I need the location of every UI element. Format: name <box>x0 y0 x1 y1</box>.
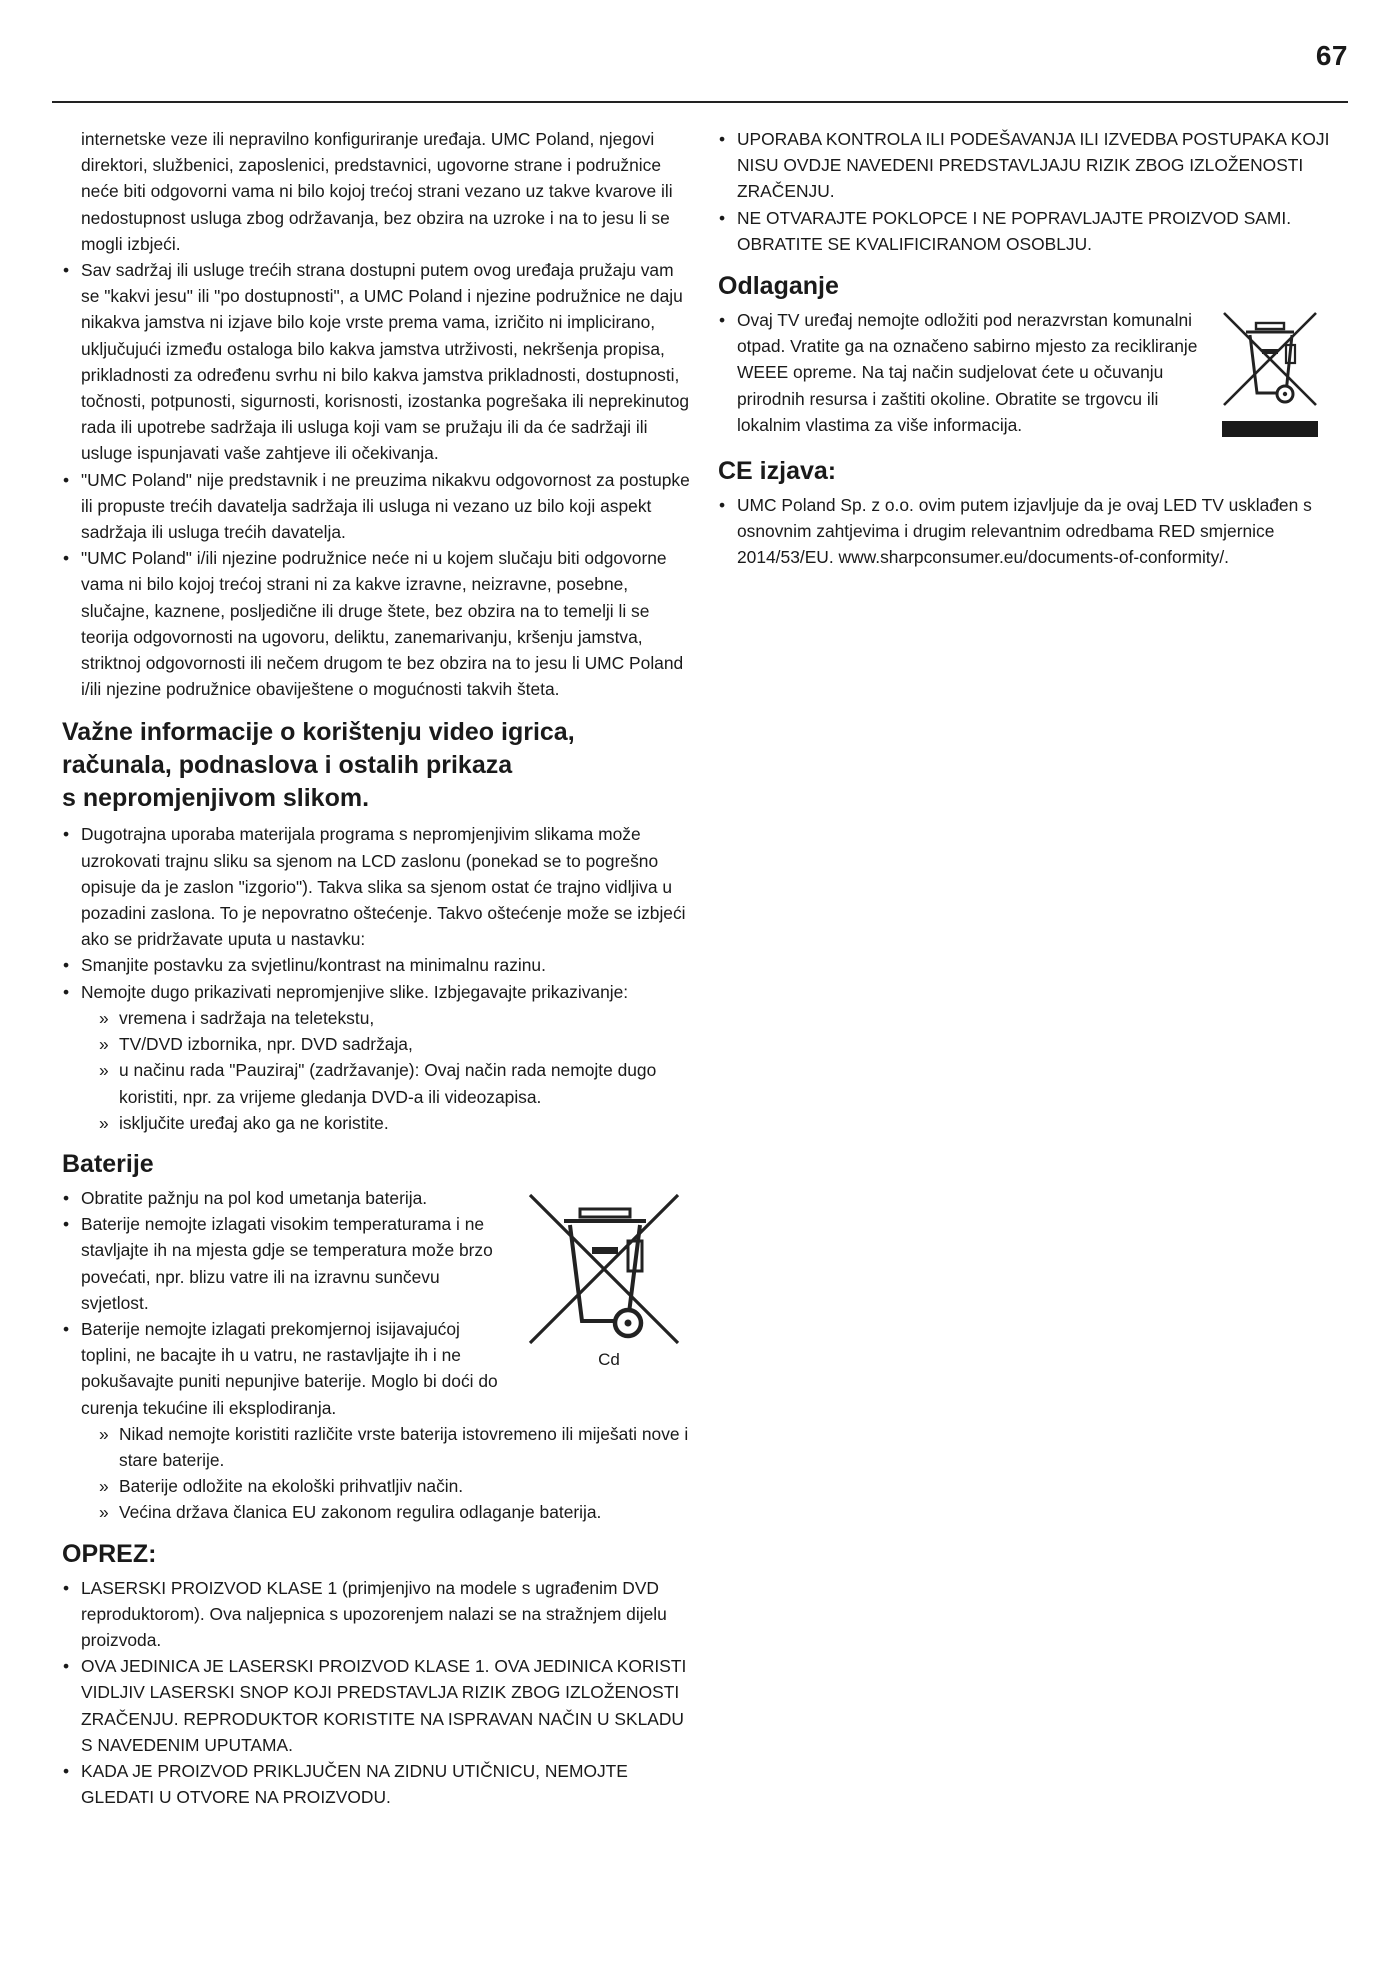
list-item: • UMC Poland Sp. z o.o. ovim putem izjavljuje da je ovaj LED TV usklađen s osnovnim zahtjevima i drugim relevantnim odredbama RED smjernice 2014/53/EU. www.sharpconsumer.eu/documents-of-conformity/. <box>718 492 1350 571</box>
sub-list-item: » Nikad nemojte koristiti različite vrste baterija istovremeno ili miješati nove i stare baterije. <box>62 1421 694 1473</box>
list-item: • Smanjite postavku za svjetlinu/kontrast na minimalnu razinu. <box>62 952 694 978</box>
intro-continuation: internetske veze ili nepravilno konfiguriranje uređaja. UMC Poland, njegovi direktori, službenici, zaposlenici, predstavnici, ugovorne strane i podružnice neće biti odgovorni vama ni bilo kojoj trećoj strani vezano uz takve kvarove ili nedostupnost usluga zbog održavanja, bez obzira na uzroke i na to jesu li se mogli izbjeći. <box>81 129 673 254</box>
intro-bullet-list <box>62 257 694 702</box>
list-item: • Nemojte dugo prikazivati nepromjenjive slike. Izbjegavajte prikazivanje: <box>62 979 694 1005</box>
caution-continued-list <box>718 126 1350 257</box>
list-item: • "UMC Poland" nije predstavnik i ne preuzima nikakvu odgovornost za postupke ili propuste trećih davatelja sadržaja ili usluga ni vezano uz bilo koji aspekt sadržaja ili usluga trećih davatelja. <box>62 467 694 546</box>
header-rule <box>52 101 1348 103</box>
heading-line: računala, podnaslova i ostalih prikaza <box>62 751 513 780</box>
list-item: • Baterije nemojte izlagati prekomjernoj isijavajućoj toplini, ne bacajte ih u vatru, ne rastavljajte ih i ne pokušavajte puniti nepunjive baterije. Moglo bi doći do curenja tekućine ili eksplodiranja. <box>62 1316 694 1421</box>
list-item: • Dugotrajna uporaba materijala programa s nepromjenjivim slikama može uzrokovati trajnu sliku sa sjenom na LCD zaslonu (ponekad se to pogrešno opisuje da je zaslon "izgorio"). Takva slika sa sjenom ostat će trajno vidljiva u pozadini zaslona. To je nepovratno oštećenje. Takvo oštećenje može se izbjeći ako se pridržavate uputa u nastavku: <box>62 821 694 952</box>
battery-sub-list <box>62 1421 694 1526</box>
video-sub-list <box>62 1005 694 1136</box>
sub-list-item: » u načinu rada "Pauziraj" (zadržavanje): Ovaj način rada nemojte dugo koristiti, npr. za vrijeme gledanja DVD-a ili videozapisa. <box>62 1057 694 1109</box>
sub-list-item: » vremena i sadržaja na teletekstu, <box>62 1005 694 1031</box>
cd-label: Cd <box>598 1349 620 1369</box>
list-item: • NE OTVARAJTE POKLOPCE I NE POPRAVLJAJTE PROIZVOD SAMI. OBRATITE SE KVALIFICIRANOM OSOBLJU. <box>718 205 1350 257</box>
sub-list-item: » Većina država članica EU zakonom regulira odlaganje baterija. <box>62 1499 694 1525</box>
sub-list-item: » TV/DVD izbornika, npr. DVD sadržaja, <box>62 1031 694 1057</box>
list-item: • LASERSKI PROIZVOD KLASE 1 (primjenjivo na modele s ugrađenim DVD reproduktorom). Ova naljepnica s upozorenjem nalazi se na stražnjem dijelu proizvoda. <box>62 1575 694 1654</box>
left-column <box>62 126 694 1810</box>
list-item: • UPORABA KONTROLA ILI PODEŠAVANJA ILI IZVEDBA POSTUPAKA KOJI NISU OVDJE NAVEDENI PREDSTAVLJAJU RIZIK ZBOG IZLOŽENOSTI ZRAČENJU. <box>718 126 1350 205</box>
list-item: • Ovaj TV uređaj nemojte odložiti pod nerazvrstan komunalni otpad. Vratite ga na označeno sabirno mjesto za recikliranje WEEE opreme. Na taj način sudjelovat ćete u očuvanju prirodnih resursa i zaštiti okoline. Obratite se trgovcu ili lokalnim vlastima za više informacija. <box>718 307 1350 438</box>
page-number: 67 <box>1315 40 1348 71</box>
sub-list-item: » isključite uređaj ako ga ne koristite. <box>62 1110 694 1136</box>
heading-line: Važne informacije o korištenju video igrica, <box>62 718 575 747</box>
sub-list-item: » Baterije odložite na ekološki prihvatljiv način. <box>62 1473 694 1499</box>
right-column <box>718 126 1350 571</box>
video-games-heading <box>62 716 694 815</box>
list-item: • OVA JEDINICA JE LASERSKI PROIZVOD KLASE 1. OVA JEDINICA KORISTI VIDLJIV LASERSKI SNOP KOJI PREDSTAVLJA RIZIK ZBOG IZLOŽENOSTI ZRAČENJU. REPRODUKTOR KORISTITE NA ISPRAVAN NAČIN U SKLADU S NAVEDENIM UPUTAMA. <box>62 1653 694 1758</box>
list-item: • Baterije nemojte izlagati visokim temperaturama i ne stavljajte ih na mjesta gdje se temperatura može brzo povećati, npr. blizu vatre ili na izravnu sunčevu svjetlost. <box>62 1211 694 1316</box>
heading-line: s nepromjenjivom slikom. <box>62 784 370 813</box>
disposal-bullet-list <box>718 307 1350 438</box>
video-bullet-list <box>62 821 694 1004</box>
list-item: • "UMC Poland" i/ili njezine podružnice neće ni u kojem slučaju biti odgovorne vama ni bilo kojoj trećoj strani ni za kakve izravne, neizravne, posebne, slučajne, kaznene, posljedične ili druge štete, bez obzira na to temelji li se teorija odgovornosti na ugovoru, deliktu, zanemarivanju, kršenju jamstva, striktnoj odgovornosti ili nečem drugom te bez obzira na to jesu li UMC Poland i/ili njezine podružnice obaviještene o mogućnosti takvih šteta. <box>62 545 694 702</box>
battery-bullet-list <box>62 1185 694 1421</box>
ce-declaration-heading: CE izjava: <box>718 457 837 486</box>
list-item: • Obratite pažnju na pol kod umetanja baterija. <box>62 1185 694 1211</box>
ce-bullet-list <box>718 492 1350 571</box>
caution-heading: OPREZ: <box>62 1539 157 1568</box>
batteries-heading: Baterije <box>62 1149 154 1178</box>
disposal-heading: Odlaganje <box>718 272 839 301</box>
caution-bullet-list <box>62 1575 694 1811</box>
list-item: • Sav sadržaj ili usluge trećih strana dostupni putem ovog uređaja pružaju vam se "kakvi jesu" ili "po dostupnosti", a UMC Poland i njezine podružnice ne daju nikakva jamstva ni izjave bilo koje vrste prema vama, izričito ni implicirano, uključujući između ostaloga bilo kakva jamstva utrživosti, nekršenja propisa, prikladnosti za određenu svrhu ni bilo kakva jamstva prikladnosti, dostupnosti, točnosti, potpunosti, sigurnosti, korisnosti, izostanka pogrešaka ili neprekinutog rada ili upotrebe sadržaja ili usluga koji vam se pružaju ili da će sadržaji ili usluge ispunjavati vaše zahtjeve ili očekivanja. <box>62 257 694 467</box>
list-item: • KADA JE PROIZVOD PRIKLJUČEN NA ZIDNU UTIČNICU, NEMOJTE GLEDATI U OTVORE NA PROIZVODU. <box>62 1758 694 1810</box>
